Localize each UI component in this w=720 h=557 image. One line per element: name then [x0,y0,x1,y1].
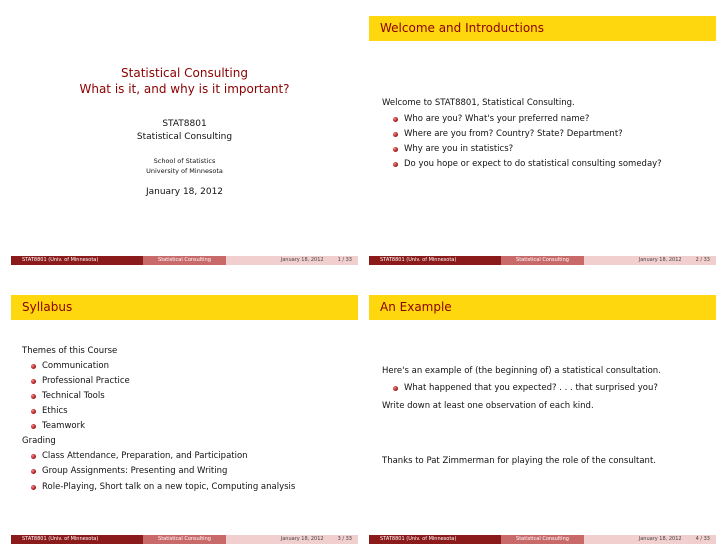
slide-2-welcome [369,0,716,265]
institute-line-1: School of Statistics [153,157,216,165]
footer-right [226,256,358,265]
list-item-text: Teamwork [42,421,86,431]
footer-page-number: 2 / 33 [695,257,710,263]
list-item [31,421,85,431]
footer-author: STAT8801 (Univ. of Minnesota) [369,256,501,265]
bullet-icon [31,485,36,490]
bullet-icon [31,394,36,399]
bullet-icon [31,409,36,414]
frame-title: Syllabus [11,295,358,320]
list-item [393,129,623,139]
presentation-title-line-2: What is it, and why is it important? [79,82,290,96]
bullet-icon [393,386,398,391]
footer-right [226,535,358,544]
slide-3-syllabus [11,279,358,544]
list-item-text: What happened that you expected? . . . that surprised you? [404,383,658,393]
list-item-text: Where are you from? Country? State? Department? [404,129,623,139]
presentation-date: January 18, 2012 [145,187,224,197]
bullet-icon [393,162,398,167]
footer-page-number: 3 / 33 [337,536,352,542]
course-code: STAT8801 [162,119,207,129]
slide-4-example [369,279,716,544]
list-item [31,361,109,371]
slide-1-title-page [11,0,358,265]
footer-author: STAT8801 (Univ. of Minnesota) [11,256,143,265]
list-item [393,114,589,124]
bullet-icon [31,469,36,474]
list-item [393,159,662,169]
intro-text: Welcome to STAT8801, Statistical Consulting. [382,98,575,108]
list-item-text: Communication [42,361,109,371]
slide-footer [11,535,358,544]
list-item-text: Professional Practice [42,376,130,386]
list-item-text: Group Assignments: Presenting and Writing [42,466,228,476]
list-item [393,383,658,393]
footer-date: January 18, 2012 [638,536,682,542]
footer-page-number: 1 / 33 [337,257,352,263]
footer-title: Statistical Consulting [143,256,226,265]
institute-line-2: University of Minnesota [146,167,223,175]
bullet-icon [31,424,36,429]
bullet-icon [31,364,36,369]
list-item-text: Why are you in statistics? [404,144,514,154]
bullet-icon [393,132,398,137]
list-item [31,482,295,492]
list-item [393,144,513,154]
list-item [31,466,227,476]
list-item-text: Class Attendance, Preparation, and Participation [42,451,248,461]
slide-footer [11,256,358,265]
grading-heading: Grading [22,436,56,446]
footer-date: January 18, 2012 [638,257,682,263]
footer-author: STAT8801 (Univ. of Minnesota) [369,535,501,544]
task-text: Write down at least one observation of each kind. [382,401,594,411]
frame-title: An Example [369,295,716,320]
presentation-title-line-1: Statistical Consulting [121,66,248,80]
list-item-text: Do you hope or expect to do statistical consulting someday? [404,159,662,169]
list-item [31,451,248,461]
footer-right [584,535,716,544]
list-item-text: Who are you? What's your preferred name? [404,114,590,124]
footer-page-number: 4 / 33 [695,536,710,542]
footer-right [584,256,716,265]
list-item-text: Ethics [42,406,68,416]
list-item [31,376,130,386]
list-item-text: Role-Playing, Short talk on a new topic, Computing analysis [42,482,296,492]
list-item [31,391,105,401]
bullet-icon [31,379,36,384]
list-item [31,406,68,416]
bullet-icon [393,117,398,122]
footer-author: STAT8801 (Univ. of Minnesota) [11,535,143,544]
footer-date: January 18, 2012 [280,536,324,542]
footer-date: January 18, 2012 [280,257,324,263]
bullet-icon [393,147,398,152]
list-item-text: Technical Tools [42,391,105,401]
themes-heading: Themes of this Course [22,346,118,356]
bullet-icon [31,454,36,459]
slide-footer [369,535,716,544]
footer-title: Statistical Consulting [501,535,584,544]
footer-title: Statistical Consulting [143,535,226,544]
thanks-text: Thanks to Pat Zimmerman for playing the role of the consultant. [382,456,656,466]
intro-text: Here's an example of (the beginning of) a statistical consultation. [382,366,661,376]
frame-title: Welcome and Introductions [369,16,716,41]
course-subtitle: Statistical Consulting [136,132,233,142]
slide-footer [369,256,716,265]
footer-title: Statistical Consulting [501,256,584,265]
